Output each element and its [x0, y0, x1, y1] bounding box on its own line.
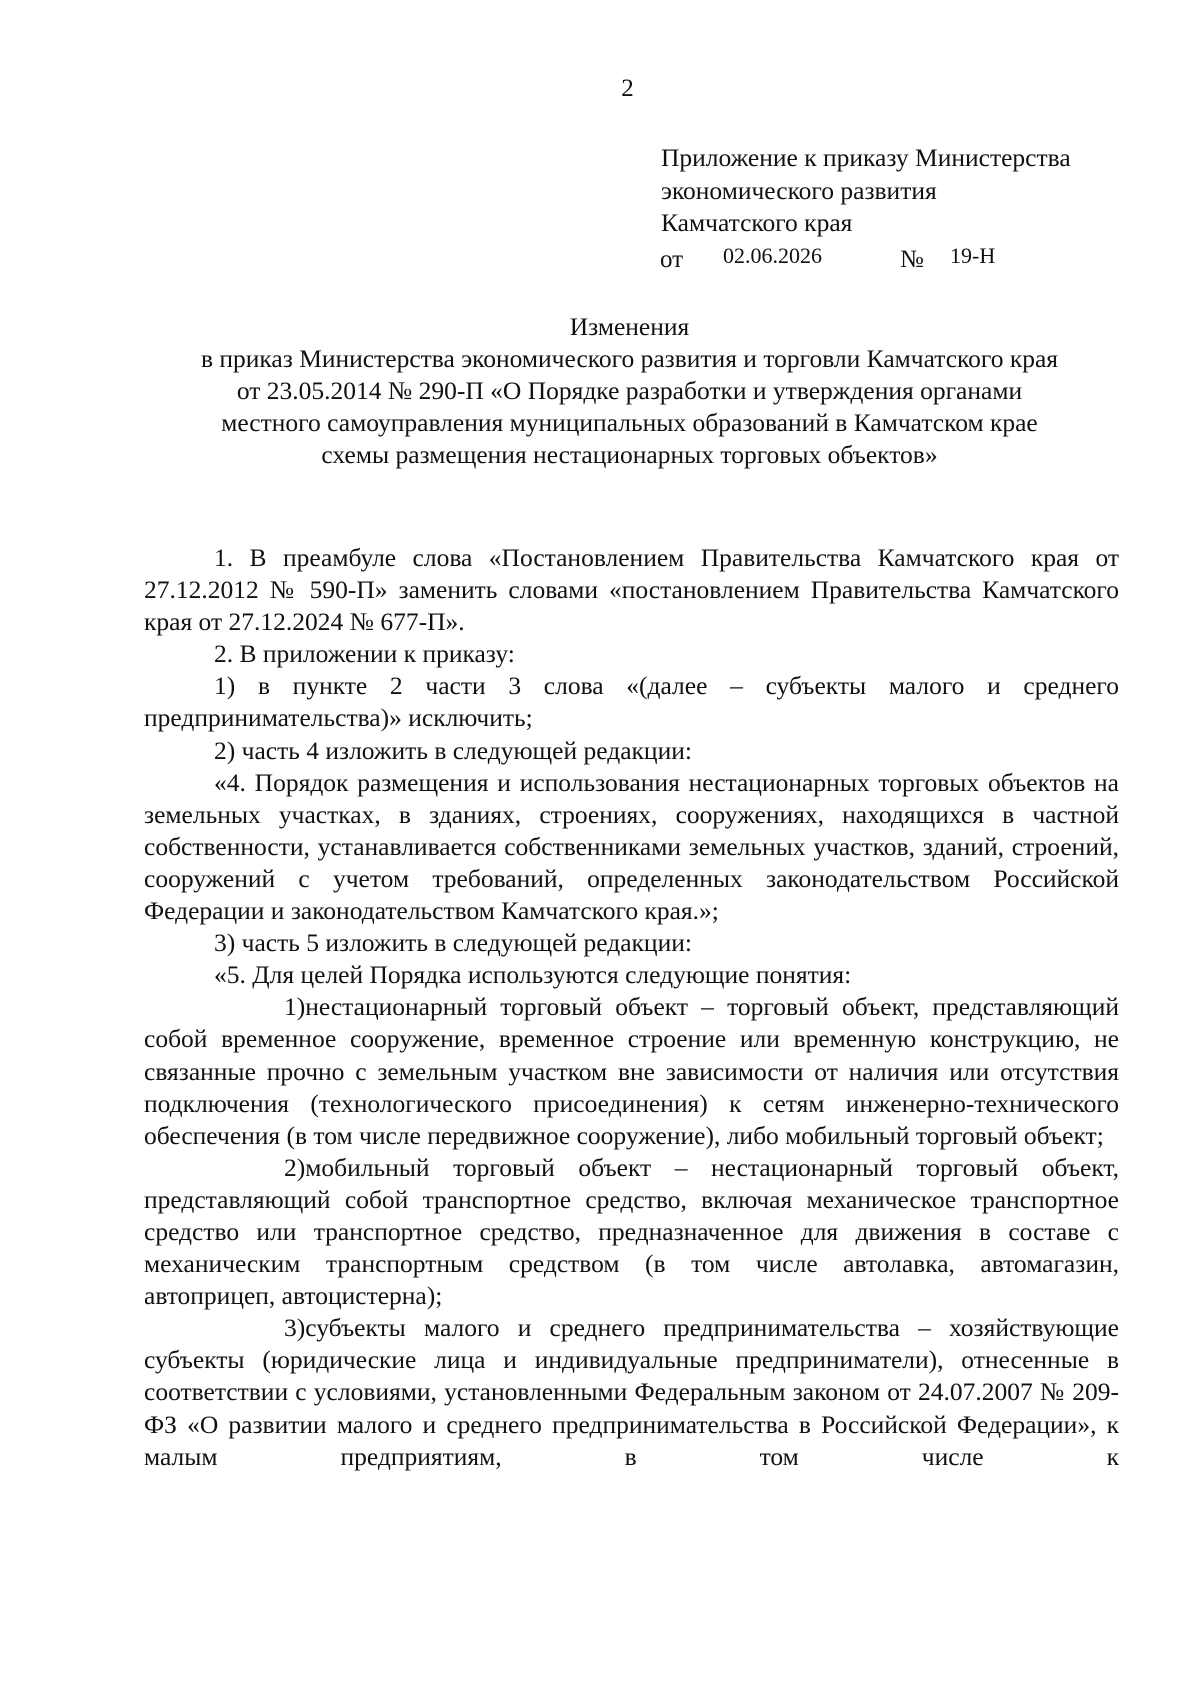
definition-number: 3) [284, 1313, 306, 1343]
definition-text: мобильный торговый объект – нестационарный торговый объект, представляющий собой транспортное средство, включая механическое транспортное средство или транспортное средство, предназначенное для движения в составе с механическим транспортным средством (в том числе автолавка, автомагазин, автоприцеп, автоцистерна); [144, 1152, 1119, 1311]
title-line: местного самоуправления муниципальных образований в Камчатском крае [221, 408, 1038, 437]
definition-2 [144, 1152, 1119, 1312]
paragraph-2: 2. В приложении к приказу: [214, 639, 515, 669]
appendix-header [661, 142, 1131, 240]
title-line: в приказ Министерства экономического развития и торговли Камчатского края [200, 344, 1059, 373]
definition-number: 2) [284, 1152, 306, 1182]
definition-number: 1) [284, 992, 306, 1022]
paragraph-3: 1) в пункте 2 части 3 слова «(далее – субъекты малого и среднего предпринимательства)» исключить; [144, 671, 1119, 733]
definition-text: субъекты малого и среднего предпринимательства – хозяйствующие субъекты (юридические лица и индивидуальные предприниматели), отнесенные в соответствии с условиями, установленными Федеральным законом от 24.07.2007 № 209-ФЗ «О развитии малого и среднего предпринимательства в Российской Федерации», к малым предприятиям, в том числе к [144, 1313, 1119, 1471]
definition-3 [144, 1312, 1119, 1472]
document-title [140, 311, 1119, 471]
paragraph-4: 2) часть 4 изложить в следующей редакции: [214, 735, 692, 765]
definition-1 [144, 991, 1119, 1151]
title-line: схемы размещения нестационарных торговых объектов» [321, 440, 938, 469]
order-number-label: № [900, 246, 924, 273]
order-date: 02.06.2026 [723, 243, 822, 268]
paragraph-1: 1. В преамбуле слова «Постановлением Правительства Камчатского края от 27.12.2012 № 590-П» заменить словами «постановлением Правительства Камчатского края от 27.12.2024 № 677-П». [144, 543, 1119, 637]
page-number: 2 [621, 75, 634, 102]
appendix-line: Приложение к приказу Министерства [661, 143, 1071, 172]
order-number: 19-Н [950, 243, 996, 268]
appendix-line: Камчатского края [661, 208, 853, 237]
title-heading: Изменения [569, 312, 690, 341]
definition-text: нестационарный торговый объект – торговый объект, представляющий собой временное сооружение, временное строение или временную конструкцию, не связанные прочно с земельным участком вне зависимости от наличия или отсутствия подключения (технологического присоединения) к сетям инженерно-технического обеспечения (в том числе передвижное сооружение), либо мобильный торговый объект; [144, 992, 1119, 1150]
appendix-line: экономического развития [661, 175, 937, 205]
paragraph-5: «4. Порядок размещения и использования нестационарных торговых объектов на земельных участках, в зданиях, строениях, сооружениях, находящихся в частной собственности, устанавливается собственниками земельных участков, зданий, строений, сооружений с учетом требований, определенных законодательством Российской Федерации и законодательством Камчатского края.»; [144, 767, 1119, 926]
paragraph-6: 3) часть 5 изложить в следующей редакции: [214, 928, 692, 958]
order-from-label: от [660, 246, 684, 273]
paragraph-7: «5. Для целей Порядка используются следующие понятия: [214, 960, 852, 990]
title-line: от 23.05.2014 № 290-П «О Порядке разработки и утверждения органами [236, 376, 1023, 405]
document-body [144, 542, 1119, 1473]
